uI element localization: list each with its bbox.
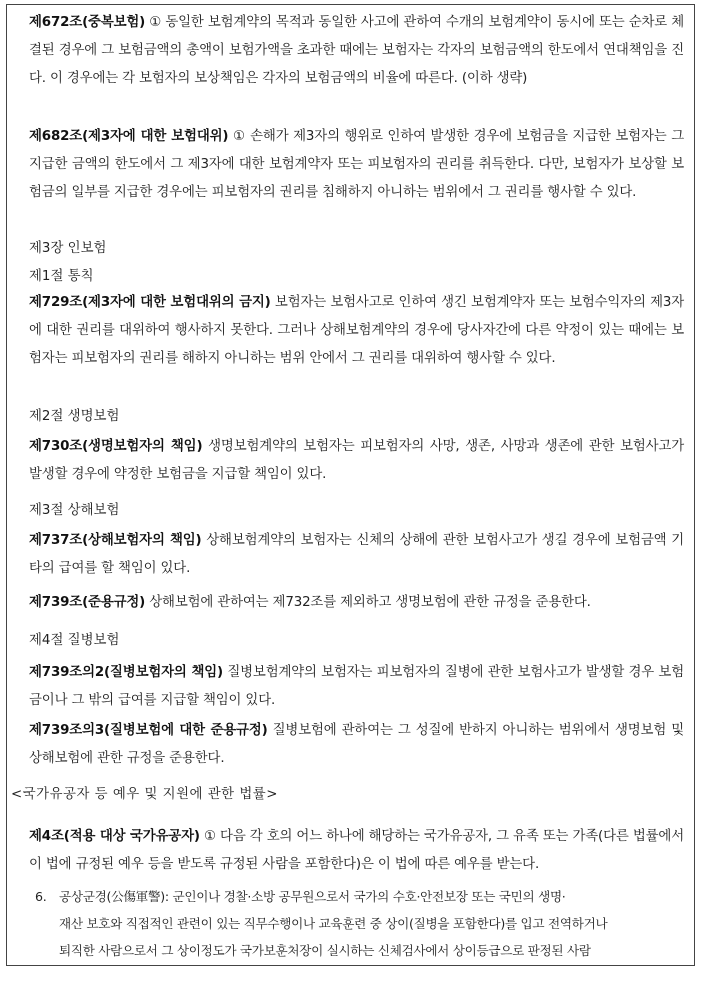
article-737-body: 상해보험계약의 보험자는 신체의 상해에 관한 보험사고가 생길 경우에 보험금액 기타의 급여를 할 책임이 있다. [29,533,684,576]
article-682 [29,123,684,207]
document-page [6,4,695,966]
chapter-heading: 제3장 인보험 [29,241,107,256]
article-4 [29,823,684,879]
article-730-body: 생명보험계약의 보험자는 피보험자의 사망, 생존, 사망과 생존에 관한 보험사고가 발생할 경우에 약정한 보험금을 지급할 책임이 있다. [29,439,684,482]
item-6-line1: 공상군경(公傷軍警): 군인이나 경찰·소방 공무원으로서 국가의 수호·안전보장 또는 국민의 생명· [59,889,566,904]
article-4-title: 제4조(적용 대상 국가유공자) [29,829,200,844]
law-title: <국가유공자 등 예우 및 지원에 관한 법률> [11,787,278,802]
article-739-3-title: 제739조의3(질병보험에 대한 준용규정) [29,723,268,738]
article-739-title: 제739조(준용규정) [29,595,146,610]
item-6-line1-wrap [35,889,566,904]
article-739-3 [29,717,684,773]
article-730-title: 제730조(생명보험자의 책임) [29,439,203,454]
article-739-2-title: 제739조의2(질병보험자의 책임) [29,665,223,680]
article-737-title: 제737조(상해보험자의 책임) [29,533,202,548]
section-heading-1: 제1절 통칙 [29,269,94,284]
item-6-line2: 재산 보호와 직접적인 관련이 있는 직무수행이나 교육훈련 중 상이(질병을 포함한다)를 입고 전역하거나 [59,916,608,931]
article-672 [29,9,684,93]
article-739-2-body: 질병보험계약의 보험자는 피보험자의 질병에 관한 보험사고가 발생할 경우 보험금이나 그 밖의 급여를 지급할 책임이 있다. [29,665,684,708]
item-6-number: 6. [35,889,47,904]
article-4-body: ① 다음 각 호의 어느 하나에 해당하는 국가유공자, 그 유족 또는 가족(다른 법률에서 이 법에 규정된 예우 등을 받도록 규정된 사람을 포함한다)은 이 법에 따른 예우를 받는다. [29,829,684,872]
article-672-body: ① 동일한 보험계약의 목적과 동일한 사고에 관하여 수개의 보험계약이 동시에 또는 순차로 체결된 경우에 그 보험금액의 총액이 보험가액을 초과한 때에는 보험자는 각자의 보험금액의 한도에서 연대책임을 진다. 이 경우에는 각 보험자의 보상책임은 각자의 보험금액의 비율에 따른다. (이하 생략) [29,15,684,86]
article-739-body: 상해보험에 관하여는 제732조를 제외하고 생명보험에 관한 규정을 준용한다. [145,595,591,610]
article-739-2 [29,659,684,715]
item-6 [35,883,684,964]
article-682-title: 제682조(제3자에 대한 보험대위) [29,129,229,144]
article-682-body: ① 손해가 제3자의 행위로 인하여 발생한 경우에 보험금을 지급한 보험자는 그 지급한 금액의 한도에서 그 제3자에 대한 보험계약자 또는 피보험자의 권리를 취득한다. 다만, 보험자가 보상할 보험금의 일부를 지급한 경우에는 피보험자의 권리를 침해하지 아니하는 범위에서 그 권리를 행사할 수 있다. [29,129,684,200]
section-heading-3: 제3절 상해보험 [29,503,120,518]
article-672-title: 제672조(중복보험) [29,15,146,30]
article-737 [29,527,684,583]
item-6-line3: 퇴직한 사람으로서 그 상이정도가 국가보훈처장이 실시하는 신체검사에서 상이등급으로 판정된 사람 [59,943,591,958]
section-heading-4: 제4절 질병보험 [29,633,120,648]
article-739 [29,589,684,617]
article-730 [29,433,684,489]
article-729-body: 보험자는 보험사고로 인하여 생긴 보험계약자 또는 보험수익자의 제3자에 대한 권리를 대위하여 행사하지 못한다. 그러나 상해보험계약의 경우에 당사자간에 다른 약정이 있는 때에는 보험자는 피보험자의 권리를 해하지 아니하는 범위 안에서 그 권리를 대위하여 행사할 수 있다. [29,295,685,366]
article-729 [29,289,684,373]
article-739-3-body: 질병보험에 관하여는 그 성질에 반하지 아니하는 범위에서 생명보험 및 상해보험에 관한 규정을 준용한다. [29,723,684,766]
section-heading-2: 제2절 생명보험 [29,409,120,424]
article-729-title: 제729조(제3자에 대한 보험대위의 금지) [29,295,271,310]
